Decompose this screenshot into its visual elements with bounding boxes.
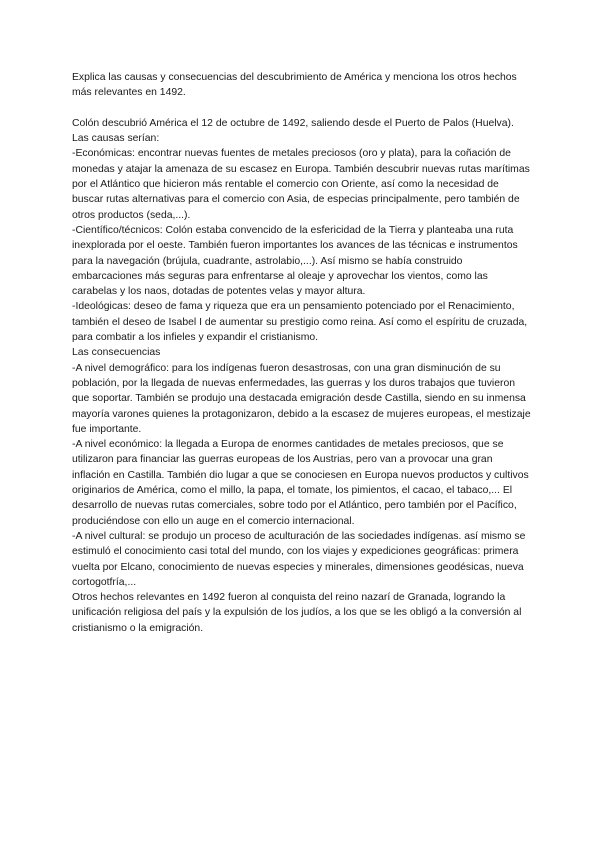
cause-economic: -Económicas: encontrar nuevas fuentes de metales preciosos (oro y plata), para la coñación de monedas y atajar la amenaza de su escasez en Europa. También descubrir nuevas rutas marítimas por el Atlántico que hicieron más rentable el comercio con Oriente, así como la necesidad de buscar rutas alternativas para el comercio con Asia, de especias principalmente, pero también de otros productos (seda,...).	[72, 148, 530, 221]
consequence-economic: -A nivel económico: la llegada a Europa de enormes cantidades de metales preciosos, que se utilizaron para financiar las guerras europeas de los Austrias, pero van a provocar una gran inflación en Castilla. También dio lugar a que se conociesen en Europa nuevos productos y cultivos originarios de América, como el millo, la papa, el tomate, los pimientos, el cacao, el tabaco,... El desarrollo de nuevas rutas comerciales, sobre todo por el Atlántico, pero también por el Pacífico, produciéndose con ello un auge en el comercio internacional.	[72, 439, 529, 527]
cause-ideological: -Ideológicas: deseo de fama y riqueza que era un pensamiento potenciado por el Renacimiento, también el deseo de Isabel I de aumentar su prestigio como reina. Así como el espíritu de cruzada, para combatir a los infieles y expandir el cristianismo.	[72, 301, 528, 344]
consequence-cultural: -A nivel cultural: se produjo un proceso de aculturación de las sociedades indígenas. así mismo se estimuló el conocimiento casi total del mundo, con los viajes y expediciones geográficas: primera vuelta por Elcano, conocimiento de nuevas especies y minerales, dimensiones geodésicas, nueva cortogotfría,...	[72, 530, 526, 588]
question-text: Explica las causas y consecuencias del descubrimiento de América y menciona los otros hechos más relevantes en 1492.	[72, 72, 517, 99]
consequence-demographic: -A nivel demográfico: para los indígenas fueron desastrosas, con una gran disminución de su población, por la llegada de nuevas enfermedades, las guerras y los duros trabajos que tuvieron que soportar. También se produjo una destacada emigración desde Castilla, siendo en su inmensa mayoría varones quienes la protagonizaron, debido a la escasez de mujeres europeas, el mestizaje fue importante.	[72, 362, 531, 435]
consequences-heading: Las consecuencias	[72, 347, 161, 359]
intro-paragraph: Colón descubrió América el 12 de octubre de 1492, saliendo desde el Puerto de Palos (Huelva). Las causas serían:	[72, 117, 514, 145]
document-page	[72, 70, 532, 636]
other-events-paragraph: Otros hechos relevantes en 1492 fueron al conquista del reino nazarí de Granada, logrando la unificación religiosa del país y la expulsión de los judíos, a los que se les obligó a la conversión al cristianismo o la emigración.	[72, 592, 522, 634]
cause-scientific-technical: -Científico/técnicos: Colón estaba convencido de la esfericidad de la Tierra y planteaba una ruta inexplorada por el oeste. También fueron importantes los avances de las técnicas e instrumentos para la navegación (brújula, cuadrante, astrolabio,...). Así mismo se había construido embarcaciones más seguras para enfrentarse al oleaje y aprovechar los vientos, como las carabelas y los naos, dotadas de potentes velas y mayor altura.	[72, 224, 518, 298]
